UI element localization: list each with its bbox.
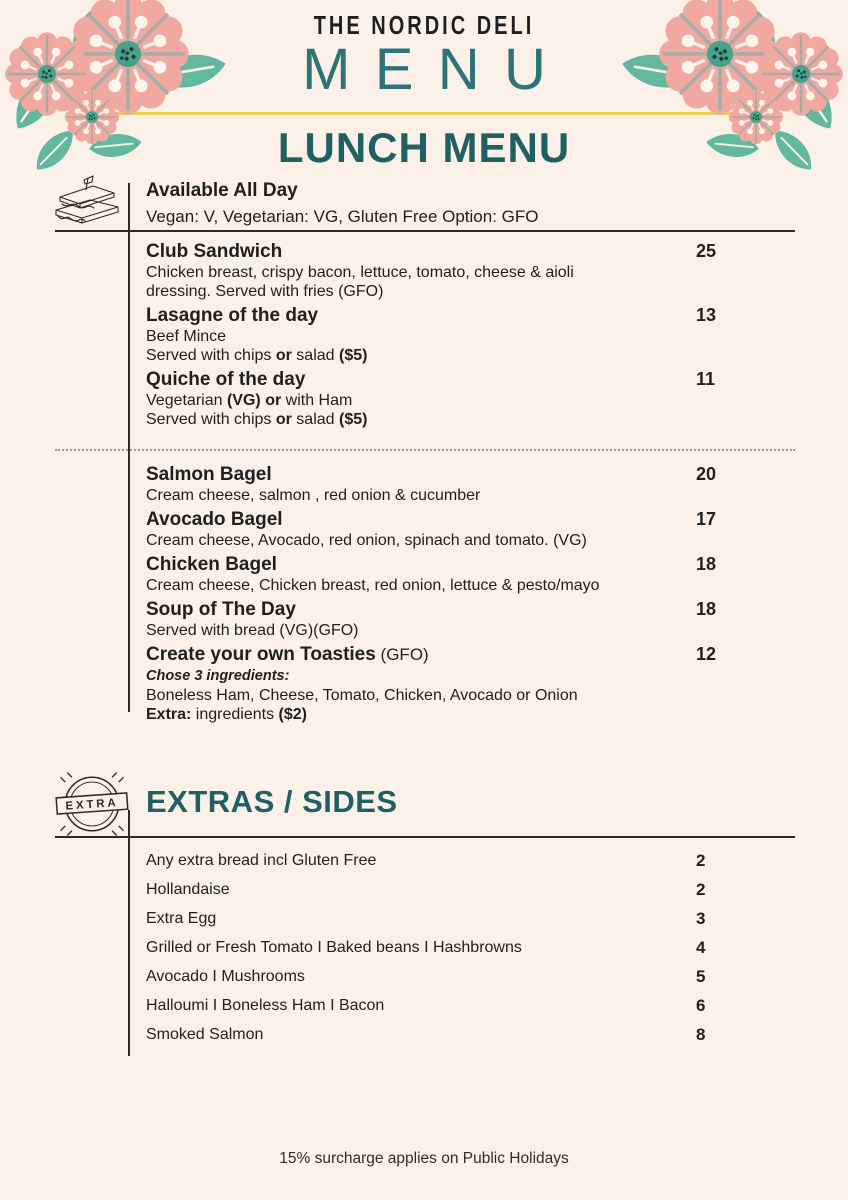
desc-line <box>146 410 796 429</box>
desc-line <box>146 576 796 595</box>
extras-row-label: Grilled or Fresh Tomato I Baked beans I Hashbrowns <box>146 938 522 956</box>
menu-item-name <box>146 643 696 666</box>
desc-segment: Served with chips <box>146 411 276 428</box>
extras-row-label: Hollandaise <box>146 880 230 898</box>
menu-item-header <box>146 553 796 576</box>
extra-stamp-icon <box>50 764 134 844</box>
extras-row-label: Any extra bread incl Gluten Free <box>146 851 377 869</box>
menu-item-title: Chicken Bagel <box>146 554 277 575</box>
desc-segment: salad <box>291 411 339 428</box>
yellow-divider <box>95 112 745 115</box>
desc-line <box>146 486 796 505</box>
page-title: MENU <box>302 37 571 102</box>
availability-block <box>146 179 539 227</box>
extra-stamp-label: EXTRA <box>65 796 119 813</box>
menu-item-description <box>146 263 796 301</box>
menu-item-title: Quiche of the day <box>146 369 306 390</box>
desc-segment: Boneless Ham, Cheese, Tomato, Chicken, Avocado or Onion <box>146 687 578 704</box>
diet-legend: Vegan: V, Vegetarian: VG, Gluten Free Option: GFO <box>146 207 539 226</box>
menu-item-title: Club Sandwich <box>146 241 283 262</box>
desc-segment: Served with bread (VG)(GFO) <box>146 622 359 639</box>
desc-segment: dressing. Served with fries (GFO) <box>146 283 384 300</box>
menu-item-name <box>146 368 696 391</box>
menu-item <box>146 643 796 724</box>
lunch-items <box>146 240 796 727</box>
menu-item-price: 13 <box>696 305 717 325</box>
extras-rows <box>146 846 796 1049</box>
menu-item-name <box>146 553 696 576</box>
desc-line <box>146 705 796 724</box>
sandwich-sketch-icon <box>48 174 128 234</box>
desc-segment: Chose 3 ingredients: <box>146 668 290 684</box>
desc-segment: with Ham <box>281 392 353 409</box>
extras-row <box>146 846 796 875</box>
desc-line <box>146 621 796 640</box>
menu-item <box>146 240 796 301</box>
menu-item <box>146 508 796 550</box>
extras-row-price: 4 <box>696 937 706 957</box>
desc-line <box>146 531 796 550</box>
menu-item <box>146 598 796 640</box>
extras-row-price: 3 <box>696 908 706 928</box>
menu-item-price: 18 <box>696 554 717 574</box>
menu-item-description <box>146 327 796 365</box>
menu-item-title: Create your own Toasties <box>146 644 376 665</box>
extras-horizontal-rule <box>55 836 795 838</box>
desc-segment: ($5) <box>338 347 368 364</box>
extras-row <box>146 1020 796 1049</box>
menu-item-header <box>146 598 796 621</box>
desc-segment: ($5) <box>338 411 368 428</box>
desc-line <box>146 391 796 410</box>
menu-item-name <box>146 598 696 621</box>
menu-item-description <box>146 486 796 505</box>
menu-item-header <box>146 463 796 486</box>
brand-title: THE NORDIC DELI <box>313 12 535 41</box>
menu-item-description <box>146 621 796 640</box>
desc-segment: or <box>275 411 292 428</box>
extras-row-price: 2 <box>696 879 706 899</box>
desc-segment: Served with chips <box>146 347 276 364</box>
menu-item-price: 25 <box>696 241 717 261</box>
desc-line <box>146 327 796 346</box>
lunch-horizontal-rule <box>55 230 795 232</box>
menu-item-header <box>146 643 796 666</box>
desc-line <box>146 263 796 282</box>
menu-item-price: 12 <box>696 644 717 664</box>
desc-line <box>146 666 796 686</box>
availability-title: Available All Day <box>146 180 298 201</box>
menu-item <box>146 463 796 505</box>
menu-item <box>146 304 796 365</box>
extras-row <box>146 991 796 1020</box>
desc-segment: Vegetarian <box>146 392 227 409</box>
menu-item-header <box>146 304 796 327</box>
menu-item-description <box>146 576 796 595</box>
menu-item-header <box>146 368 796 391</box>
menu-item-header <box>146 240 796 263</box>
desc-segment: (VG) <box>226 392 261 409</box>
menu-item-header <box>146 508 796 531</box>
extras-row-price: 6 <box>696 995 706 1015</box>
menu-item <box>146 553 796 595</box>
extras-row <box>146 962 796 991</box>
extras-vertical-divider <box>128 810 130 1056</box>
menu-item-name <box>146 240 696 263</box>
desc-line <box>146 346 796 365</box>
extras-row <box>146 875 796 904</box>
extras-row <box>146 933 796 962</box>
desc-segment: Cream cheese, salmon , red onion & cucumber <box>146 487 481 504</box>
desc-segment: ($2) <box>278 706 307 723</box>
menu-item-title: Avocado Bagel <box>146 509 283 530</box>
extras-row <box>146 904 796 933</box>
desc-segment: Extra: <box>146 706 192 723</box>
menu-item-name <box>146 463 696 486</box>
extras-row-label: Avocado I Mushrooms <box>146 967 305 985</box>
extras-section-title: EXTRAS / SIDES <box>146 784 398 819</box>
desc-segment: Beef Mince <box>146 328 227 345</box>
menu-item-description <box>146 666 796 724</box>
menu-item-title: Lasagne of the day <box>146 305 319 326</box>
desc-segment: ingredients <box>191 706 279 723</box>
menu-item-title: Soup of The Day <box>146 599 296 620</box>
menu-item <box>146 368 796 429</box>
menu-item-price: 17 <box>696 509 717 529</box>
desc-segment: Cream cheese, Avocado, red onion, spinach and tomato. (VG) <box>146 532 587 549</box>
menu-item-tag: (GFO) <box>375 645 429 664</box>
menu-item-price: 20 <box>696 464 717 484</box>
menu-item-name <box>146 304 696 327</box>
menu-item-title: Salmon Bagel <box>146 464 272 485</box>
surcharge-note: 15% surcharge applies on Public Holidays <box>279 1150 569 1167</box>
menu-item-description <box>146 391 796 429</box>
desc-segment: or <box>275 347 292 364</box>
extras-row-label: Extra Egg <box>146 909 217 927</box>
desc-segment: salad <box>291 347 339 364</box>
desc-segment: Chicken breast, crispy bacon, lettuce, tomato, cheese & aioli <box>146 264 574 281</box>
lunch-vertical-divider <box>128 183 130 712</box>
extras-row-label: Smoked Salmon <box>146 1025 264 1043</box>
menu-item-name <box>146 508 696 531</box>
desc-segment: or <box>265 392 282 409</box>
dotted-divider <box>55 449 795 451</box>
desc-line <box>146 282 796 301</box>
menu-item-description <box>146 531 796 550</box>
extras-row-label: Halloumi I Boneless Ham I Bacon <box>146 996 385 1014</box>
section-title: LUNCH MENU <box>277 124 571 171</box>
extras-row-price: 5 <box>696 966 706 986</box>
extras-row-price: 8 <box>696 1024 706 1044</box>
extras-row-price: 2 <box>696 850 706 870</box>
menu-item-price: 11 <box>696 369 716 389</box>
desc-line <box>146 686 796 705</box>
desc-segment: Cream cheese, Chicken breast, red onion, lettuce & pesto/mayo <box>146 577 600 594</box>
menu-item-price: 18 <box>696 599 717 619</box>
